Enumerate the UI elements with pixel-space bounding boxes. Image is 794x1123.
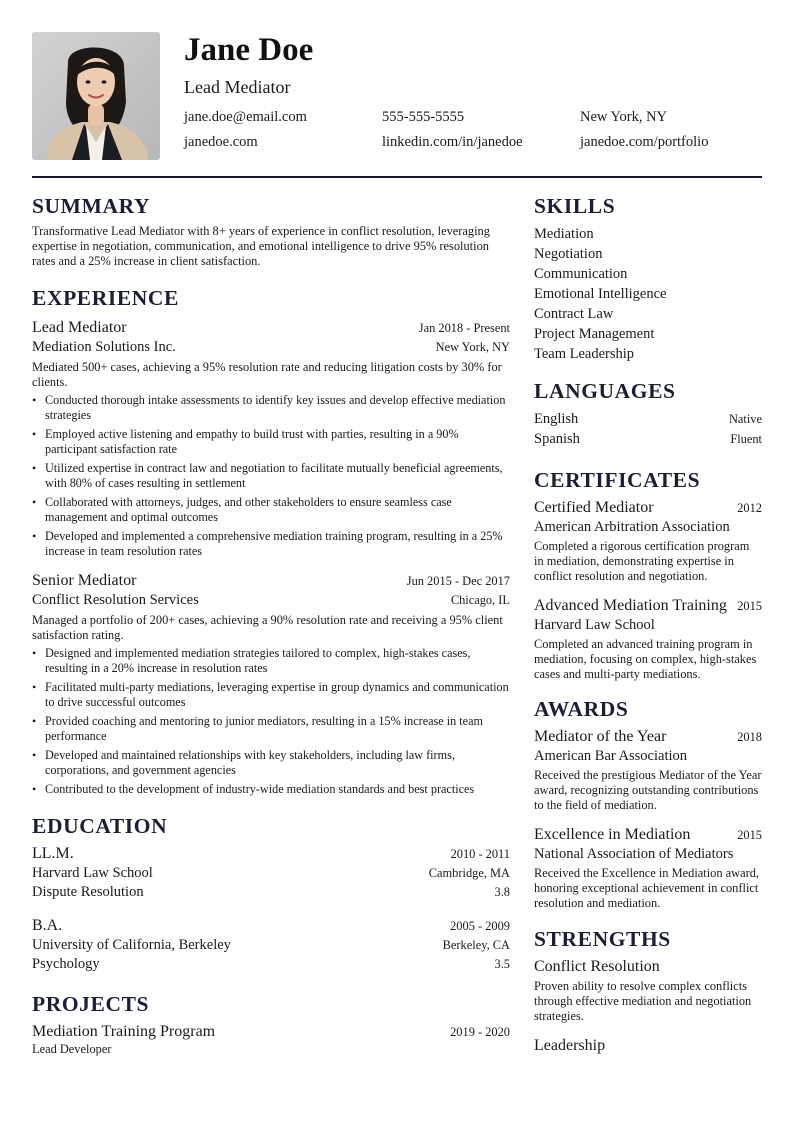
- experience-entry: [32, 318, 510, 559]
- contact-phone[interactable]: 555-555-5555: [382, 109, 465, 125]
- certificate-description: Completed an advanced training program in mediation, focusing on complex, high-stakes cases and multi-party mediations.: [534, 637, 757, 681]
- strength-name: Leadership: [534, 1037, 606, 1054]
- candidate-name: Jane Doe: [184, 32, 314, 68]
- skill-item: Emotional Intelligence: [534, 286, 667, 302]
- summary-text: Transformative Lead Mediator with 8+ years of experience in conflict resolution, leveraging expertise in negotiation, communication, and emotional intelligence to drive 95% resolution rates and a 25% increase in client satisfaction.: [32, 224, 490, 268]
- section-heading: EXPERIENCE: [32, 286, 179, 310]
- award-year: 2018: [737, 730, 762, 744]
- experience-section: [32, 284, 510, 797]
- contact-portfolio[interactable]: janedoe.com/portfolio: [580, 134, 709, 150]
- job-role: Senior Mediator: [32, 572, 137, 589]
- strength-name: Conflict Resolution: [534, 958, 660, 975]
- job-location: New York, NY: [435, 340, 510, 354]
- section-heading: PROJECTS: [32, 992, 150, 1016]
- profile-photo: [32, 32, 160, 160]
- certificate-year: 2015: [737, 599, 762, 613]
- award-entry: [534, 825, 762, 911]
- job-bullet: • Contributed to the development of industry-wide mediation standards and best practices: [32, 782, 510, 797]
- education-location: Cambridge, MA: [428, 866, 510, 880]
- section-heading: LANGUAGES: [534, 379, 676, 403]
- certificate-entry: [534, 596, 762, 682]
- right-column: [534, 192, 762, 1056]
- job-dates: Jun 2015 - Dec 2017: [406, 574, 510, 588]
- contact-email[interactable]: jane.doe@email.com: [184, 109, 307, 125]
- award-description: Received the prestigious Mediator of the Year award, recognizing outstanding contributions to the field of mediation.: [534, 768, 762, 812]
- section-heading: STRENGTHS: [534, 927, 671, 951]
- job-summary: Mediated 500+ cases, achieving a 95% resolution rate and reducing litigation costs by 30% for clients.: [32, 360, 502, 389]
- skills-section: [534, 192, 762, 364]
- education-section: [32, 812, 510, 974]
- certificate-issuer: Harvard Law School: [534, 617, 655, 633]
- header-divider: [32, 176, 762, 178]
- certificate-year: 2012: [737, 501, 762, 515]
- certificate-name: Advanced Mediation Training: [534, 597, 727, 614]
- education-entry: [32, 916, 510, 974]
- education-gpa: 3.8: [494, 885, 510, 899]
- award-year: 2015: [737, 828, 762, 842]
- education-gpa: 3.5: [494, 957, 510, 971]
- section-heading: SKILLS: [534, 194, 616, 218]
- certificate-issuer: American Arbitration Association: [534, 519, 730, 535]
- contact-info: [184, 108, 762, 152]
- job-company: Mediation Solutions Inc.: [32, 339, 176, 355]
- certificate-name: Certified Mediator: [534, 499, 654, 516]
- project-dates: 2019 - 2020: [450, 1025, 510, 1039]
- summary-section: [32, 192, 510, 269]
- language-level: Fluent: [730, 432, 762, 446]
- skill-item: Project Management: [534, 326, 655, 342]
- language-name: English: [534, 411, 579, 427]
- education-entry: [32, 844, 510, 902]
- job-bullets: [32, 393, 510, 559]
- skill-item: Communication: [534, 266, 628, 282]
- project-role: Lead Developer: [32, 1042, 112, 1056]
- job-location: Chicago, IL: [450, 593, 510, 607]
- job-bullet: • Employed active listening and empathy to build trust with parties, resulting in a 90% participant satisfaction rate: [32, 427, 510, 457]
- section-heading: EDUCATION: [32, 814, 168, 838]
- awards-section: [534, 695, 762, 911]
- job-bullet: • Provided coaching and mentoring to junior mediators, resulting in a 15% increase in team performance: [32, 714, 510, 744]
- profile-photo-illustration: [32, 32, 160, 160]
- job-bullet: • Utilized expertise in contract law and negotiation to facilitate mutually beneficial agreements, with 80% of cases resulting in settlement: [32, 461, 510, 491]
- award-description: Received the Excellence in Mediation award, honoring exceptional achievement in conflict resolution and mediation.: [534, 866, 759, 910]
- education-degree: LL.M.: [32, 845, 74, 862]
- job-bullet: • Developed and implemented a comprehensive mediation training program, resulting in a 25% increase in team resolution rates: [32, 529, 510, 559]
- strengths-section: [534, 925, 762, 1056]
- skill-item: Contract Law: [534, 306, 614, 322]
- section-heading: CERTIFICATES: [534, 468, 701, 492]
- job-bullet: • Designed and implemented mediation strategies tailored to complex, high-stakes cases, resulting in a 20% increase in resolution rates: [32, 646, 510, 676]
- contact-location: New York, NY: [580, 109, 668, 125]
- job-bullet: • Conducted thorough intake assessments to identify key issues and develop effective mediation strategies: [32, 393, 510, 423]
- left-column: [32, 192, 510, 1057]
- section-heading: SUMMARY: [32, 194, 151, 218]
- award-name: Excellence in Mediation: [534, 826, 691, 843]
- candidate-title: Lead Mediator: [184, 77, 291, 97]
- certificates-section: [534, 466, 762, 682]
- certificate-description: Completed a rigorous certification program in mediation, demonstrating expertise in conflict resolution and negotiation.: [534, 539, 750, 583]
- job-company: Conflict Resolution Services: [32, 592, 199, 608]
- skill-item: Team Leadership: [534, 346, 635, 362]
- section-heading: AWARDS: [534, 697, 629, 721]
- award-name: Mediator of the Year: [534, 728, 667, 745]
- education-field: Psychology: [32, 956, 100, 972]
- strength-entry: [534, 1036, 762, 1056]
- education-dates: 2010 - 2011: [450, 847, 510, 861]
- strength-description: Proven ability to resolve complex conflicts through effective mediation and negotiation strategies.: [534, 979, 752, 1023]
- contact-linkedin[interactable]: linkedin.com/in/janedoe: [382, 134, 523, 150]
- education-school: Harvard Law School: [32, 865, 153, 881]
- job-bullet: • Facilitated multi-party mediations, leveraging expertise in group dynamics and communication to drive successful outcomes: [32, 680, 510, 710]
- languages-section: [534, 377, 762, 449]
- skill-item: Mediation: [534, 226, 594, 242]
- job-summary: Managed a portfolio of 200+ cases, achieving a 90% resolution rate and receiving a 95% client satisfaction rating.: [32, 613, 503, 642]
- language-item: [534, 429, 762, 449]
- education-location: Berkeley, CA: [442, 938, 510, 952]
- strength-entry: [534, 957, 762, 1024]
- experience-entry: [32, 571, 510, 797]
- language-item: [534, 409, 762, 429]
- projects-section: [32, 990, 510, 1057]
- project-name: Mediation Training Program: [32, 1023, 216, 1040]
- language-level: Native: [728, 412, 762, 426]
- job-bullets: [32, 646, 510, 797]
- job-bullet: • Collaborated with attorneys, judges, and other stakeholders to ensure seamless case management and optimal outcomes: [32, 495, 510, 525]
- education-dates: 2005 - 2009: [450, 919, 510, 933]
- award-entry: [534, 727, 762, 813]
- education-degree: B.A.: [32, 917, 63, 934]
- job-dates: Jan 2018 - Present: [418, 321, 510, 335]
- job-bullet: • Developed and maintained relationships with key stakeholders, including law firms, corporations, and government agencies: [32, 748, 510, 778]
- language-name: Spanish: [534, 431, 580, 447]
- project-entry: [32, 1022, 510, 1057]
- education-field: Dispute Resolution: [32, 884, 144, 900]
- contact-website[interactable]: janedoe.com: [184, 134, 258, 150]
- skill-item: Negotiation: [534, 246, 603, 262]
- award-issuer: National Association of Mediators: [534, 846, 734, 862]
- award-issuer: American Bar Association: [534, 748, 688, 764]
- job-role: Lead Mediator: [32, 319, 127, 336]
- education-school: University of California, Berkeley: [32, 937, 231, 953]
- certificate-entry: [534, 498, 762, 584]
